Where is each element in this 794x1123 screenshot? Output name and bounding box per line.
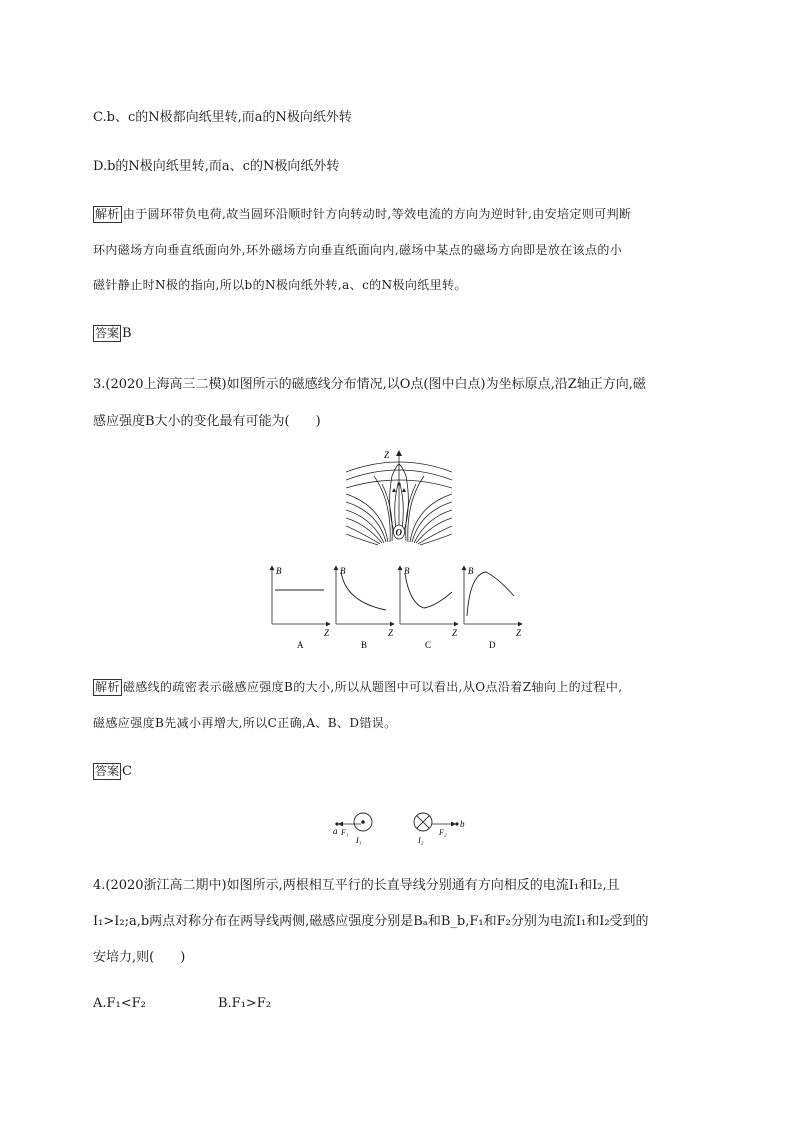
graph-x-label: Z: [452, 628, 458, 638]
graph-option-label: C: [425, 640, 432, 650]
field-lines-figure: [340, 446, 458, 550]
point-b-label: b: [460, 819, 465, 829]
q4-option-a: A.F₁<F₂: [93, 996, 146, 1011]
current-2-label: I₂: [418, 836, 424, 845]
wires-figure: [325, 805, 475, 847]
graph-curve: [341, 572, 386, 610]
analysis-tag: 解析: [95, 207, 120, 221]
point-a-label: a: [333, 826, 338, 836]
answer-tag: 答案: [95, 326, 120, 340]
q2-answer-value: B: [122, 326, 132, 341]
origin-label: O: [395, 527, 402, 538]
graph-curve: [467, 572, 514, 616]
graph-x-label: Z: [388, 628, 394, 638]
q2-analysis-line-2: 环内磁场方向垂直纸面向外,环外磁场方向垂直纸面向内,磁场中某点的磁场方向即是放在该点的小: [93, 243, 623, 257]
q2-analysis-line-1: 解析 由于圆环带负电荷,故当圆环沿顺时针方向转动时,等效电流的方向为逆时针,由安培定则可判断: [95, 207, 632, 221]
answer-tag: 答案: [95, 764, 120, 778]
current-1-label: I₁: [356, 836, 362, 845]
graph-y-label: B: [468, 566, 474, 576]
graph-option-c: [400, 566, 458, 650]
graph-option-label: D: [489, 640, 496, 650]
graph-option-label: B: [361, 640, 368, 650]
graph-option-b: [336, 566, 394, 650]
q2-analysis-line-3: 磁针静止时N极的指向,所以b的N极向纸外转,a、c的N极向纸里转。: [93, 278, 467, 292]
graph-y-label: B: [340, 566, 346, 576]
force-1-label: F₁: [341, 828, 349, 837]
q3-stem-line-2: 感应强度B大小的变化最有可能为( ): [93, 414, 321, 429]
graph-option-a: [272, 566, 330, 650]
q4-stem-line-3: 安培力,则( ): [93, 950, 186, 965]
q3-analysis-line-2: 磁感应强度B先减小再增大,所以C正确,A、B、D错误。: [93, 716, 397, 730]
z-axis-label: Z: [384, 450, 390, 460]
bz-graphs: [262, 562, 534, 652]
graph-curve: [405, 574, 452, 608]
q3-answer: [93, 763, 132, 780]
graph-option-d: [464, 566, 522, 650]
q2-option-d: D.b的N极向纸里转,而a、c的N极向纸外转: [93, 159, 340, 174]
graph-y-label: B: [404, 566, 410, 576]
q4-stem-line-1: 4.(2020浙江高二期中)如图所示,两根相互平行的长直导线分别通有方向相反的电流I₁和I₂,且: [93, 878, 620, 893]
q2-option-c: C.b、c的N极都向纸里转,而a的N极向纸外转: [93, 110, 352, 125]
q4-stem-line-2: I₁>I₂;a,b两点对称分布在两导线两侧,磁感应强度分别是Bₐ和B_b,F₁和F₂分别为电流I₁和I₂受到的: [93, 914, 649, 929]
q4-option-b: B.F₁>F₂: [218, 996, 272, 1011]
q3-answer-value: C: [122, 764, 132, 779]
graph-x-label: Z: [516, 628, 522, 638]
force-2-label: F₂: [439, 828, 447, 837]
q3-analysis-line-1: 解析 磁感线的疏密表示磁感应强度B的大小,所以从题图中可以看出,从O点沿着Z轴向上的过程中,: [95, 680, 623, 694]
graph-option-label: A: [297, 640, 304, 650]
graph-x-label: Z: [324, 628, 330, 638]
analysis-tag: 解析: [95, 680, 120, 694]
graph-y-label: B: [276, 566, 282, 576]
q3-stem-line-1: 3.(2020上海高三二模)如图所示的磁感线分布情况,以O点(图中白点)为坐标原点,沿Z轴正方向,磁: [93, 377, 646, 392]
q2-answer: [93, 325, 132, 342]
